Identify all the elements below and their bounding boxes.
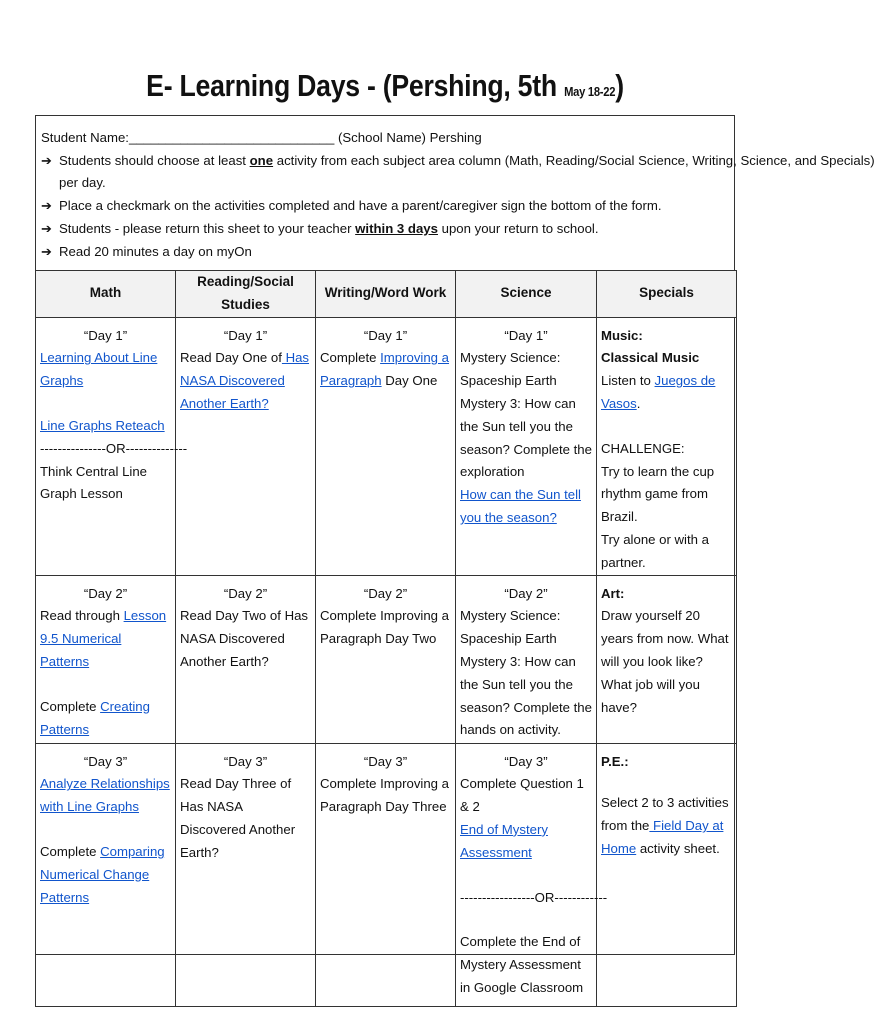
arrow-right-icon: ➔ bbox=[41, 198, 53, 214]
link-learning-about-line-graphs[interactable]: Learning About Line Graphs bbox=[40, 350, 158, 389]
cell-math-day1: “Day 1” Learning About Line Graphs Line Graphs Reteach ---------------OR-------------- Think Central Line Graph Lesson bbox=[36, 317, 176, 575]
link-end-of-mystery[interactable]: End of Mystery Assessment bbox=[460, 821, 548, 860]
arrow-right-icon: ➔ bbox=[41, 220, 53, 236]
title-date: May 18-22 bbox=[564, 84, 616, 99]
link-improving-paragraph[interactable]: Improving a Paragraph bbox=[320, 350, 450, 389]
link-lesson-9-5[interactable]: Lesson 9.5 Numerical Patterns bbox=[40, 608, 167, 669]
header-reading: Reading/Social Studies bbox=[176, 271, 316, 318]
header-science: Science bbox=[456, 271, 597, 318]
cell-science-day3: “Day 3” Complete Question 1 & 2 End of Mystery Assessment -----------------OR------------ Complete the End of Mystery Assessment in Google Classroom bbox=[456, 743, 597, 1006]
page-title bbox=[54, 68, 716, 104]
cell-specials-day3: P.E.: Select 2 to 3 activities from the Field Day at Home activity sheet. bbox=[597, 743, 737, 1006]
link-sun-season[interactable]: How can the Sun tell you the season? bbox=[460, 487, 581, 525]
link-juegos-de-vasos[interactable]: Juegos de Vasos bbox=[601, 373, 716, 411]
instructions bbox=[41, 127, 875, 263]
cell-writing-day2: “Day 2” Complete Improving a Paragraph Day Two bbox=[316, 575, 456, 743]
link-creating-patterns[interactable]: Creating Patterns bbox=[40, 698, 150, 737]
cell-specials-day1: Music: Classical Music Listen to Juegos de Vasos. CHALLENGE: Try to learn the cup rhythm game from Brazil. Try alone or with a partner. bbox=[597, 317, 737, 575]
title-main: E- Learning Days - (Pershing, 5th bbox=[146, 68, 557, 103]
cell-reading-day2: “Day 2” Read Day Two of Has NASA Discovered Another Earth? bbox=[176, 575, 316, 743]
link-analyze-relationships[interactable]: Analyze Relationships with Line Graphs bbox=[40, 776, 170, 815]
link-nasa-earth[interactable]: Has NASA Discovered Another Earth? bbox=[180, 350, 310, 411]
instruction-item: ➔ Read 20 minutes a day on myOn bbox=[41, 241, 731, 264]
instruction-item: ➔ Students - please return this sheet to your teacher within 3 days upon your return to school. bbox=[41, 218, 731, 241]
instruction-item: ➔ Students should choose at least one activity from each subject area column (Math, Reading/Social Science, Writing, Science, and Specials) bbox=[41, 150, 731, 173]
cell-writing-day1: “Day 1” Complete Improving a Paragraph Day One bbox=[316, 317, 456, 575]
cell-science-day2: “Day 2” Mystery Science: Spaceship Earth Mystery 3: How can the Sun tell you the season? Complete the hands on activity. bbox=[456, 575, 597, 743]
link-comparing-numerical-change[interactable]: Comparing Numerical Change Patterns bbox=[40, 843, 165, 905]
cell-science-day1: “Day 1” Mystery Science: Spaceship Earth Mystery 3: How can the Sun tell you the season? Complete the exploration How can the Sun tell you the season? bbox=[456, 317, 597, 575]
link-line-graphs-reteach[interactable]: Line Graphs Reteach bbox=[40, 417, 165, 433]
cell-writing-day3: “Day 3” Complete Improving a Paragraph Day Three bbox=[316, 743, 456, 1006]
link-field-day[interactable]: Field Day at Home bbox=[601, 818, 724, 856]
header-writing: Writing/Word Work bbox=[316, 271, 456, 318]
activity-table bbox=[35, 270, 737, 1007]
activity-sheet bbox=[35, 115, 875, 995]
instruction-wrap: per day. bbox=[59, 175, 106, 191]
table-row-day3 bbox=[36, 743, 737, 1006]
header-math: Math bbox=[36, 271, 176, 318]
cell-reading-day3: “Day 3” Read Day Three of Has NASA Discovered Another Earth? bbox=[176, 743, 316, 1006]
cell-specials-day2: Art: Draw yourself 20 years from now. What will you look like? What job will you have? bbox=[597, 575, 737, 743]
arrow-right-icon: ➔ bbox=[41, 243, 53, 259]
table-row-day1 bbox=[36, 317, 737, 575]
instruction-item: ➔ Place a checkmark on the activities completed and have a parent/caregiver sign the bottom of the form. bbox=[41, 195, 731, 218]
table-row-day2 bbox=[36, 575, 737, 743]
cell-math-day2: “Day 2” Read through Lesson 9.5 Numerical Patterns Complete Creating Patterns bbox=[36, 575, 176, 743]
header-specials: Specials bbox=[597, 271, 737, 318]
table-header-row bbox=[36, 271, 737, 318]
student-name-line: Student Name:____________________________ (School Name) Pershing bbox=[41, 130, 482, 145]
title-close: ) bbox=[615, 68, 624, 103]
cell-math-day3: “Day 3” Analyze Relationships with Line Graphs Complete Comparing Numerical Change Patterns bbox=[36, 743, 176, 1006]
cell-reading-day1: “Day 1” Read Day One of Has NASA Discovered Another Earth? bbox=[176, 317, 316, 575]
arrow-right-icon: ➔ bbox=[41, 152, 53, 168]
